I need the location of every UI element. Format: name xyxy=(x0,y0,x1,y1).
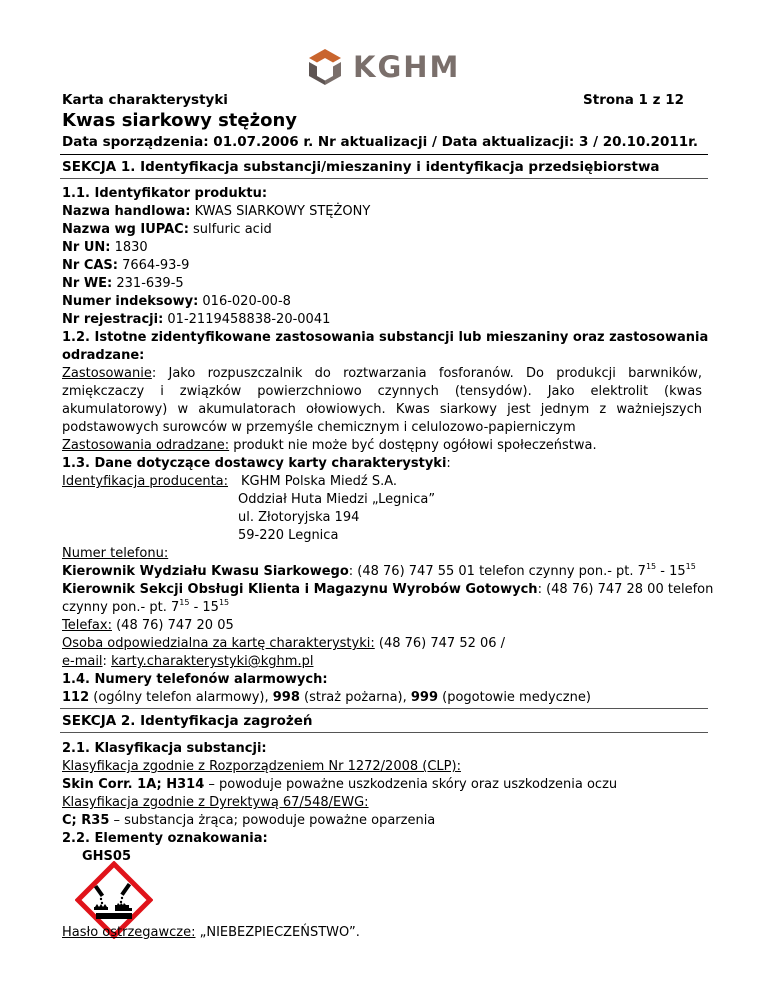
advised-against: Zastosowania odradzane: produkt nie może być dostępny ogółowi społeczeństwa. xyxy=(62,438,597,453)
kghm-logo-text: KGHM xyxy=(353,49,461,84)
clp-classification: Skin Corr. 1A; H314 – powoduje poważne uszkodzenia skóry oraz uszkodzenia oczu xyxy=(62,777,618,792)
section1-divider xyxy=(60,178,708,179)
producer-name: KGHM Polska Miedź S.A. xyxy=(241,474,398,489)
field-we: Nr WE: 231-639-5 xyxy=(62,276,184,291)
email-line: e-mail: karty.charakterystyki@kghm.pl xyxy=(62,654,314,669)
directive-label: Klasyfikacja zgodnie z Dyrektywą 67/548/EWG: xyxy=(62,795,369,810)
producer-branch: Oddział Huta Miedzi „Legnica” xyxy=(238,492,436,507)
directive-classification: C; R35 – substancja żrąca; powoduje poważne oparzenia xyxy=(62,813,436,828)
s12-title-cont: odradzane: xyxy=(62,348,145,363)
field-cas: Nr CAS: 7664-93-9 xyxy=(62,258,190,273)
uses-line-1: Zastosowanie: Jako rozpuszczalnik do roztwarzania fosforanów. Do produkcji barwników, xyxy=(62,366,702,381)
email-link[interactable]: karty.charakterystyki@kghm.pl xyxy=(111,654,314,669)
update-info: Nr aktualizacji / Data aktualizacji: 3 / 20.10.2011r. xyxy=(317,134,698,150)
section2-top-divider xyxy=(60,708,708,709)
s21-title: 2.1. Klasyfikacja substancji: xyxy=(62,741,267,756)
phone-label: Numer telefonu: xyxy=(62,546,169,561)
uses-line-4: podstawowych surowców w przemyśle chemicznym i celulozowo-papierniczym xyxy=(62,420,576,435)
section1-heading: SEKCJA 1. Identyfikacja substancji/mieszaniny i identyfikacja przedsiębiorstwa xyxy=(62,159,660,175)
field-iupac: Nazwa wg IUPAC: sulfuric acid xyxy=(62,222,272,237)
section2-divider xyxy=(60,732,708,733)
field-registration: Nr rejestracji: 01-2119458838-20-0041 xyxy=(62,312,331,327)
kghm-logo-icon xyxy=(305,47,345,87)
clp-label: Klasyfikacja zgodnie z Rozporządzeniem Nr 1272/2008 (CLP): xyxy=(62,759,461,774)
producer-label: Identyfikacja producenta: xyxy=(62,474,229,489)
section2-heading: SEKCJA 2. Identyfikacja zagrożeń xyxy=(62,713,313,729)
telefax: Telefax: (48 76) 747 20 05 xyxy=(62,618,234,633)
producer-street: ul. Złotoryjska 194 xyxy=(238,510,360,525)
signal-word: Hasło ostrzegawcze: „NIEBEZPIECZEŃSTWO”. xyxy=(62,925,360,940)
document-title: Kwas siarkowy stężony xyxy=(62,110,298,131)
header-divider xyxy=(60,154,708,155)
uses-line-2: zmiękczaczy i związków powierzchniowo czynnych (tensydów). Jako elektrolit (kwas xyxy=(62,384,702,399)
producer-city: 59-220 Legnica xyxy=(238,528,339,543)
doc-type: Karta charakterystyki xyxy=(62,92,228,108)
uses-line-3: akumulatorowy) w akumulatorach ołowiowych. Kwas siarkowy jest jednym z ważniejszych xyxy=(62,402,702,417)
page-number: Strona 1 z 12 xyxy=(583,92,684,108)
kghm-logo xyxy=(305,48,460,86)
responsible-person: Osoba odpowiedzialna za kartę charakterystyki: (48 76) 747 52 06 / xyxy=(62,636,506,651)
phone-customer-dept: Kierownik Sekcji Obsługi Klienta i Magazynu Wyrobów Gotowych: (48 76) 747 28 00 telefon xyxy=(62,582,714,597)
s12-title: 1.2. Istotne zidentyfikowane zastosowania substancji lub mieszaniny oraz zastosowania xyxy=(62,330,709,345)
creation-date: Data sporządzenia: 01.07.2006 r. xyxy=(62,134,314,150)
ghs-label: GHS05 xyxy=(82,849,132,864)
s11-title: 1.1. Identyfikator produktu: xyxy=(62,186,268,201)
field-un: Nr UN: 1830 xyxy=(62,240,148,255)
s14-title: 1.4. Numery telefonów alarmowych: xyxy=(62,672,328,687)
s13-title: 1.3. Dane dotyczące dostawcy karty charakterystyki: xyxy=(62,456,451,471)
s22-title: 2.2. Elementy oznakowania: xyxy=(62,831,268,846)
phone-acid-dept: Kierownik Wydziału Kwasu Siarkowego: (48 76) 747 55 01 telefon czynny pon.- pt. $7^{15} - 15^{15}$ xyxy=(62,562,696,579)
phone-customer-hours: czynny pon.- pt. $7^{15} - 15^{15}$ xyxy=(62,598,230,615)
field-trade-name: Nazwa handlowa: KWAS SIARKOWY STĘŻONY xyxy=(62,204,371,219)
field-index: Numer indeksowy: 016-020-00-8 xyxy=(62,294,291,309)
alarm-numbers: 112 (ogólny telefon alarmowy), 998 (straż pożarna), 999 (pogotowie medyczne) xyxy=(62,690,591,705)
